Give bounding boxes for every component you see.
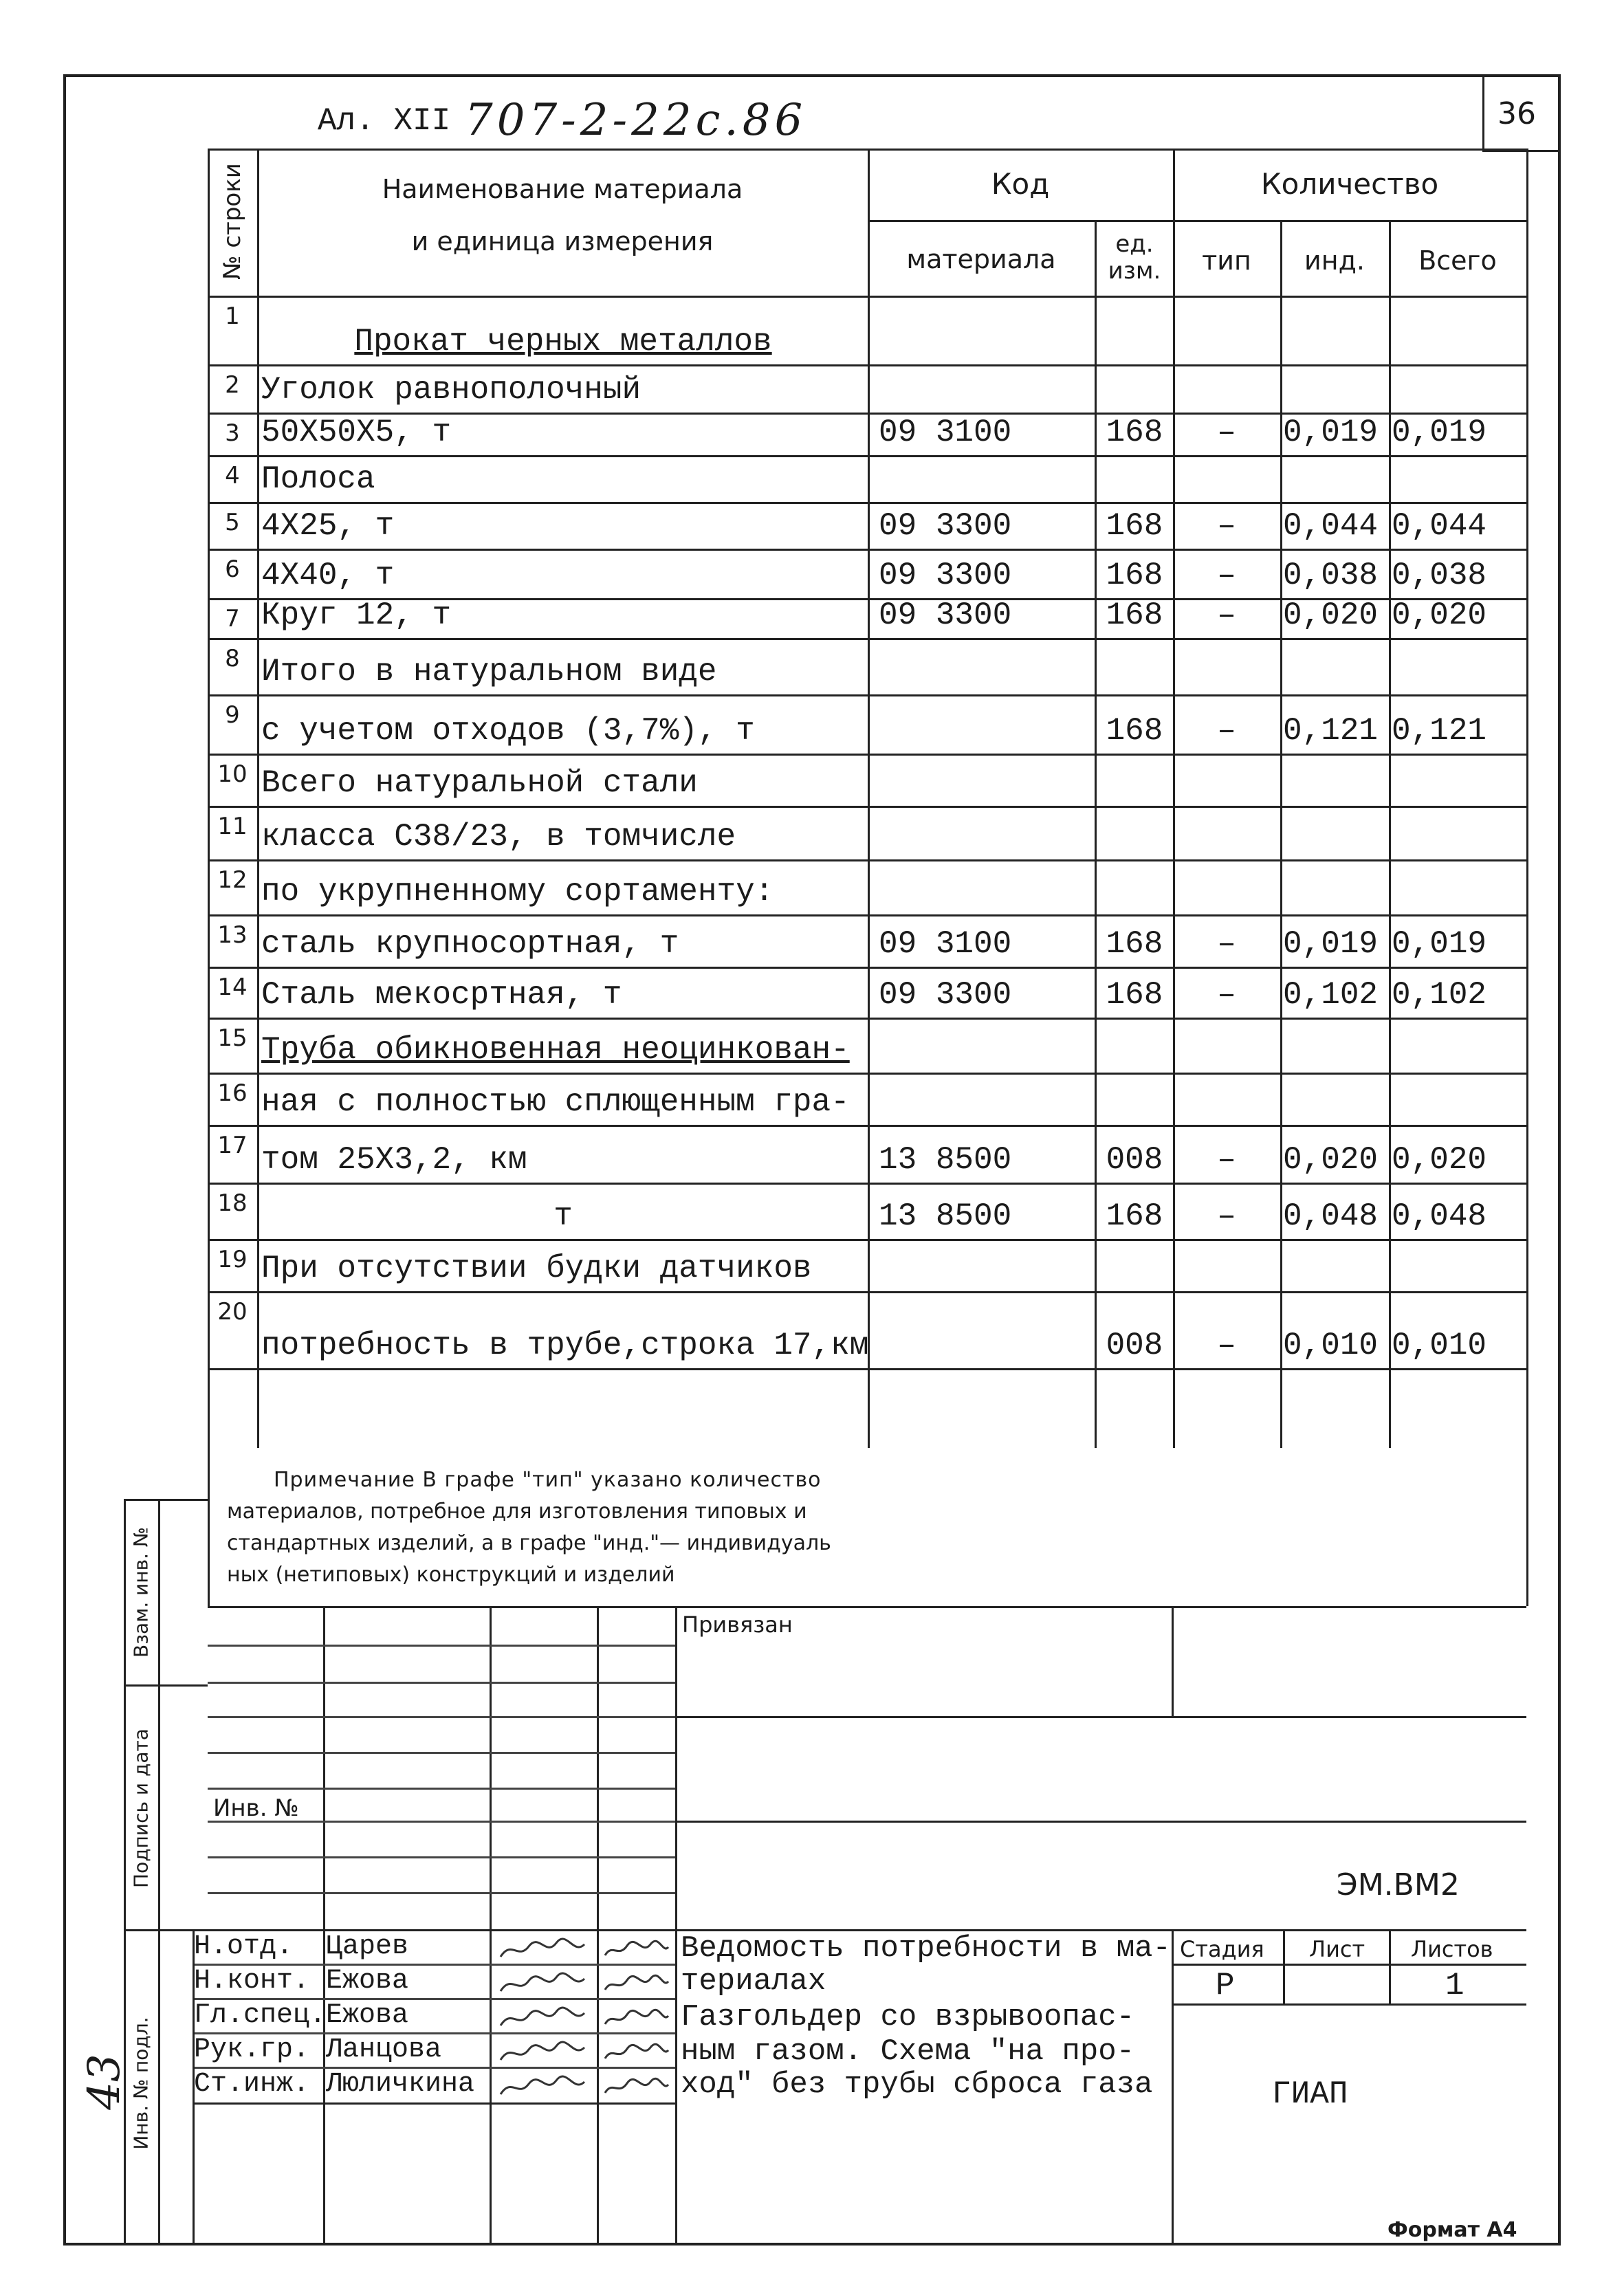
inv-number-label: Инв. № (213, 1794, 299, 1822)
title-line-4: ным газом. Схема "на про- (681, 2034, 1135, 2069)
row-number: 13 (217, 921, 248, 949)
row-number: 9 (225, 701, 240, 729)
signature-date-scribble (602, 1937, 671, 1966)
signature-role: Н.отд. (194, 1931, 294, 1962)
cell-name: том 25Х3,2, км (261, 1142, 527, 1178)
stage-label: Стадия (1180, 1936, 1264, 1962)
cell-type: – (1217, 597, 1236, 633)
signature-name: Ежова (326, 1966, 409, 1997)
cell-ind: 0,020 (1283, 1142, 1379, 1178)
cell-total: 0,010 (1392, 1328, 1487, 1363)
cell-total: 0,020 (1392, 597, 1487, 633)
cell-ind: 0,019 (1283, 926, 1379, 962)
row-number: 1 (225, 303, 240, 330)
cell-name: 4Х40, т (261, 558, 395, 593)
cell-type: – (1217, 1328, 1236, 1363)
title-line-5: ход" без трубы сброса газа (681, 2067, 1153, 2102)
cell-code: 09 3100 (879, 926, 1012, 962)
cell-name: ная с полностью сплющенным гра- (261, 1084, 850, 1120)
cell-ind: 0,010 (1283, 1328, 1379, 1363)
cell-name: 4Х25, т (261, 508, 395, 544)
document-code: 707-2-22с.86 (465, 95, 807, 146)
cell-name: Полоса (261, 461, 375, 497)
signature-date-scribble (602, 2075, 671, 2103)
cell-code: 09 3100 (879, 415, 1012, 450)
row-number: 12 (217, 866, 248, 894)
cell-type: – (1217, 508, 1236, 544)
header-qty-total: Всего (1418, 245, 1497, 276)
cell-total: 0,044 (1392, 508, 1487, 544)
handwritten-inventory-number: 43 (79, 2054, 130, 2110)
cell-total: 0,020 (1392, 1142, 1487, 1178)
signature-scribble (498, 1936, 587, 1967)
cell-name: потребность в трубе,строка 17,км (261, 1328, 869, 1363)
cell-type: – (1217, 926, 1236, 962)
cell-name: Сталь мекосртная, т (261, 977, 622, 1013)
cell-type: – (1217, 713, 1236, 749)
header-quantity: Количество (1260, 167, 1439, 201)
cell-type: – (1217, 1142, 1236, 1178)
cell-ind: 0,102 (1283, 977, 1379, 1013)
cell-name: с учетом отходов (3,7%), т (261, 713, 755, 749)
cell-ind: 0,121 (1283, 713, 1379, 749)
row-number: 2 (225, 371, 240, 399)
cell-name: Итого в натуральном виде (261, 654, 717, 690)
cell-total: 0,019 (1392, 926, 1487, 962)
signature-role: Ст.инж. (194, 2069, 310, 2100)
signature-scribble (498, 2039, 587, 2070)
signature-scribble (498, 1970, 587, 2001)
row-number: 15 (217, 1024, 248, 1052)
cell-ind: 0,038 (1283, 558, 1379, 593)
cell-unit: 168 (1106, 597, 1163, 633)
sheets-value: 1 (1445, 1968, 1464, 2003)
row-number: 3 (225, 419, 240, 447)
header-code-material: материала (906, 244, 1056, 274)
doc-code: ЭМ.ВМ2 (1337, 1867, 1460, 1902)
stage-value: Р (1216, 1968, 1235, 2003)
cell-total: 0,038 (1392, 558, 1487, 593)
sheets-label: Листов (1411, 1936, 1493, 1962)
signature-role: Гл.спец. (194, 2000, 327, 2031)
header-name-line2: и единица измерения (411, 226, 714, 256)
cell-unit: 168 (1106, 713, 1163, 749)
cell-unit: 168 (1106, 508, 1163, 544)
signature-role: Рук.гр. (194, 2034, 310, 2065)
row-number: 16 (217, 1079, 248, 1107)
row-number: 14 (217, 974, 248, 1001)
cell-total: 0,121 (1392, 713, 1487, 749)
cell-name: При отсутствии будки датчиков (261, 1251, 812, 1286)
signature-name: Ежова (326, 2000, 409, 2031)
signature-scribble (498, 2074, 587, 2105)
note-line-4: ных (нетиповых) конструкций и изделий (227, 1563, 675, 1587)
row-number: 18 (217, 1189, 248, 1217)
row-number: 10 (217, 760, 248, 788)
signature-name: Ланцова (326, 2034, 442, 2065)
row-number: 4 (225, 462, 240, 490)
row-number: 17 (217, 1132, 248, 1159)
signature-scribble (498, 2005, 587, 2036)
side-inv-podl: Инв. № подл. (129, 2017, 153, 2150)
cell-name: по укрупненному сортаменту: (261, 874, 774, 910)
row-number: 19 (217, 1246, 248, 1273)
side-vzam: Взам. инв. № (129, 1526, 153, 1658)
header-qty-ind: инд. (1304, 245, 1365, 276)
cell-type: – (1217, 1198, 1236, 1234)
cell-type: – (1217, 415, 1236, 450)
album-label: Ал. XII (318, 103, 451, 139)
cell-unit: 168 (1106, 926, 1163, 962)
note-line-1: Примечание В графе "тип" указано количество (274, 1468, 822, 1492)
cell-ind: 0,048 (1283, 1198, 1379, 1234)
cell-name: Круг 12, т (261, 597, 452, 633)
organization: ГИАП (1272, 2076, 1348, 2112)
format-label: Формат А4 (1387, 2218, 1517, 2242)
row-number: 11 (217, 813, 248, 840)
row-number: 5 (225, 509, 240, 536)
cell-total: 0,048 (1392, 1198, 1487, 1234)
cell-unit: 168 (1106, 415, 1163, 450)
cell-unit: 168 (1106, 558, 1163, 593)
signature-name: Люличкина (326, 2069, 475, 2100)
cell-name: Уголок равнополочный (261, 372, 641, 408)
title-line-2: териалах (681, 1964, 826, 1999)
cell-total: 0,019 (1392, 415, 1487, 450)
cell-code: 09 3300 (879, 558, 1012, 593)
side-podpis: Подпись и дата (129, 1728, 153, 1888)
cell-code: 13 8500 (879, 1198, 1012, 1234)
signature-date-scribble (602, 1972, 671, 2000)
cell-name: Всего натуральной стали (261, 765, 698, 801)
row-number: 8 (225, 645, 240, 672)
note-line-2: материалов, потребное для изготовления типовых и (227, 1500, 807, 1524)
cell-code: 13 8500 (879, 1142, 1012, 1178)
signature-name: Царев (326, 1931, 409, 1962)
signature-role: Н.конт. (194, 1966, 310, 1997)
sheet-number: 36 (1497, 96, 1536, 131)
row-number: 7 (225, 605, 240, 633)
cell-name: Труба обикновенная неоцинкован- (261, 1032, 850, 1068)
linked-label: Привязан (682, 1612, 793, 1638)
cell-name: Прокат черных металлов (354, 324, 772, 360)
header-code-unit: ед. изм. (1108, 230, 1161, 285)
header-rownum: № строки (219, 163, 246, 280)
header-qty-type: тип (1202, 245, 1251, 276)
signature-date-scribble (602, 2041, 671, 2069)
title-line-1: Ведомость потребности в ма- (681, 1931, 1171, 1966)
sheet-label: Лист (1309, 1936, 1365, 1962)
cell-unit: 008 (1106, 1328, 1163, 1363)
row-number: 20 (217, 1298, 248, 1326)
row-number: 6 (225, 556, 240, 583)
cell-code: 09 3300 (879, 977, 1012, 1013)
header-code: Код (991, 167, 1050, 201)
cell-code: 09 3300 (879, 508, 1012, 544)
cell-unit: 168 (1106, 977, 1163, 1013)
cell-name: сталь крупносортная, т (261, 926, 679, 962)
cell-ind: 0,044 (1283, 508, 1379, 544)
cell-name: т (553, 1198, 573, 1234)
title-line-3: Газгольдер со взрывоопас- (681, 2000, 1135, 2034)
cell-total: 0,102 (1392, 977, 1487, 1013)
signature-date-scribble (602, 2006, 671, 2034)
cell-type: – (1217, 977, 1236, 1013)
header-name-line1: Наименование материала (382, 174, 743, 204)
note-line-3: стандартных изделий, а в графе "инд."— индивидуаль (227, 1531, 831, 1555)
cell-code: 09 3300 (879, 597, 1012, 633)
cell-name: 50Х50Х5, т (261, 415, 452, 450)
cell-name: класса С38/23, в томчисле (261, 819, 736, 855)
cell-type: – (1217, 558, 1236, 593)
cell-ind: 0,020 (1283, 597, 1379, 633)
cell-unit: 008 (1106, 1142, 1163, 1178)
cell-ind: 0,019 (1283, 415, 1379, 450)
cell-unit: 168 (1106, 1198, 1163, 1234)
